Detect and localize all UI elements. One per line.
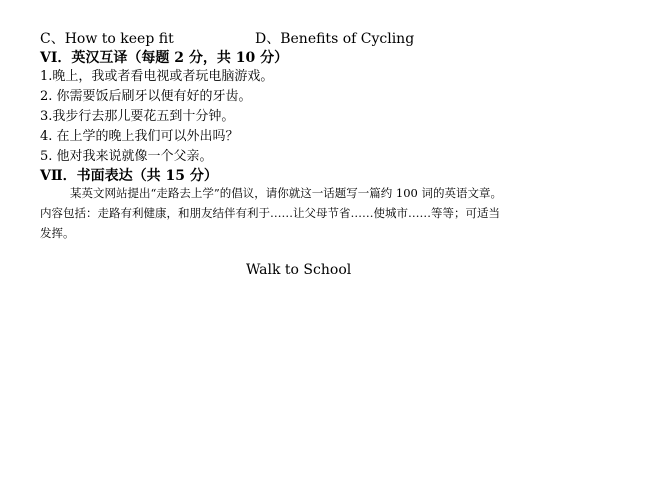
writing-prompt-line-1: 某英文网站提出“走路去上学”的倡议，请你就这一话题写一篇约 100 词的英语文章。 [70,186,503,200]
translation-sentence-5: 5. 他对我来说就像一个父亲。 [40,149,213,164]
option-d: D、Benefits of Cycling [255,31,415,47]
writing-prompt-line-2: 内容包括：走路有利健康，和朋友结伴有利于……让父母节省……使城市……等等；可适当 [40,206,500,220]
section-6-heading: VI．英汉互译（每题 2 分，共 10 分） [40,50,289,66]
section-7-heading: VⅡ．书面表达（共 15 分） [40,168,218,184]
translation-sentence-4: 4. 在上学的晚上我们可以外出吗？ [40,129,239,144]
translation-sentence-2: 2. 你需要饭后刷牙以便有好的牙齿。 [40,89,252,104]
translation-sentence-1: 1.晚上，我或者看电视或者玩电脑游戏。 [40,69,274,84]
option-c: C、How to keep fit [40,31,174,47]
writing-prompt-line-3: 发挥。 [40,226,75,240]
essay-title: Walk to School [246,262,352,278]
translation-sentence-3: 3.我步行去那儿要花五到十分钟。 [40,109,235,124]
